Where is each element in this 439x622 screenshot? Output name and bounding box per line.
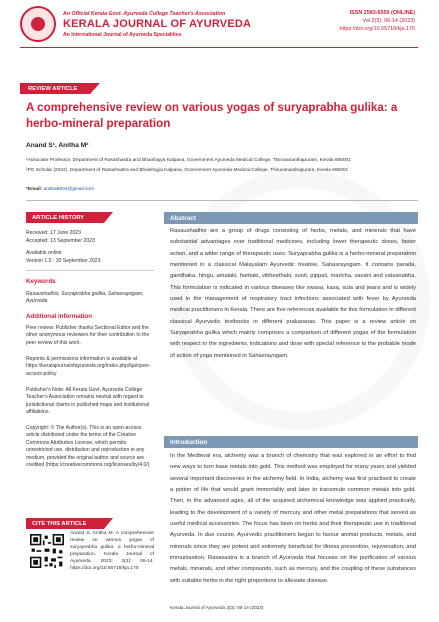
header-divider — [20, 47, 418, 48]
corresponding-email — [26, 187, 94, 192]
qr-code[interactable] — [30, 534, 64, 568]
cite-heading: CITE THIS ARTICLE — [26, 518, 104, 529]
additional-info-heading: Additional information — [26, 313, 92, 320]
introduction-heading: Introduction — [170, 438, 208, 446]
reprints-note: Reprints & permissions information is available at https://keralajournalofayurveda.org/index.php/kja/open-access-policy — [26, 356, 151, 377]
publisher-note: Publisher's Note: All Kerala Govt. Ayurveda College Teacher's Association remains neutral with regard to jurisdictional claims in published maps and institutional affiliations. — [26, 387, 150, 416]
peer-review-note: Peer review: Publisher thanks Sectional Editor and the other anonymous reviewers for their contribution to the peer review of this work. — [26, 325, 150, 346]
article-title: A comprehensive review on various yogas of suryaprabha gulika: a herbo-mineral preparation — [26, 101, 398, 130]
accepted-date: Accepted: 13 September 2023 — [26, 238, 95, 244]
keywords-heading: Keywords — [26, 278, 56, 285]
keywords-text: Rasaushadhis, Suryaprabha gulika, Sahasrayogam, Ayurveda — [26, 291, 144, 305]
copyright-note: Copyright: © The Author(s). This is an open-access article distributed under the terms of the Creative Commons Attribution License, which permits unrestricted use, distribution and reproduction in any medium, provided the original author and source are credited (https://creativecommons.org/licenses/by/4.0/) — [26, 425, 150, 469]
abstract-heading-bar — [164, 212, 418, 224]
introduction-text: In the Medieval era, alchemy was a branch of chemistry that was explored in an effort to find new ways to turn base metals into gold. This method was employed for many years and yielded several important discoveries in the alchemy field. In India, alchemy was first practised to create a potion of life that would grant immortality and later to transmute common metals into gold. Then, in the advanced ages, all of the acquired alchemical knowledge was applied practically, leading to the development of a variety of mercury and other metal preparations that served as useful medical accessories. The focus has been on herbs and their therapeutic use in traditional Ayurveda. In due course, Ayurvedic practitioners began to favour animal products, metals, and minerals since they are potent and extremely beneficial for illness prevention, rejuvenation, and immunisation. Rasasastra is a branch of Ayurveda that focuses on the purification of various metals, minerals, and other compounds, such as mercury, and the coupling of these substances with suitable herbs in the right proportions to alleviate disease. — [170, 453, 416, 584]
author-list: Anand S¹, Anitha M² — [26, 142, 89, 149]
available-online: Available online — [26, 250, 62, 256]
email-link[interactable]: anitha9504@gmail.com — [43, 187, 95, 192]
version-date: Version 1.0 : 30 September 2023 — [26, 258, 101, 264]
volume-issue: Vol 2(3): 06-14 (2023) — [362, 18, 415, 24]
email-label: *Email: — [26, 187, 44, 192]
abstract-heading: Abstract — [170, 214, 196, 222]
journal-subtitle: An International Journal of Ayurveda Specialities — [63, 32, 182, 38]
abstract-text: Rasaushadhis are a group of drugs consisting of herbs, metals, and minerals that have substantial advantages over traditional medicines, including lower therapeutic doses, faster action, and a wider range of therapeutic uses. Suryaprabha gulika is a herbo-mineral preparation mentioned in a classical Malayalam Ayurvedic treatise, Sahasrayogam. It contains parada, gandhaka, hingu, amalaki, haritaki, vibheethaki, sunti, pippali, maricha, vavani and vatsanabha. This formulation is indicated in various diseases like swasa, kasa, sula and jwara and is widely used in the management of respiratory tract infections associated with fever by Ayurveda medical practitioners in Kerala. There are five references available for this formulation in different classical Ayurvedic textbooks in different prakaranas. This paper is a review article on Suryaprabha gulika which mainly comprises a comparison of different yogas of the formulation with respect to the ingredients, indications and dose with special reference to the probable mode of action of yoga mentioned in Sahasrayogam. — [170, 228, 416, 359]
affiliation-2: ²PG Scholar (2022), Department of Rasashastra and Bhaishajya Kalpana, Government Ayurveda Medical College, Thiruvananthapuram, Kerala 695001 — [26, 168, 349, 173]
article-type-badge: REVIEW ARTICLE — [20, 83, 90, 94]
divider — [26, 270, 154, 271]
article-history-heading: ARTICLE HISTORY — [26, 212, 104, 223]
page-footer: Kerala Journal of Ayurveda 2(3): 06-14 (2023) — [170, 605, 264, 610]
affiliation-1: ¹Associate Professor, Department of Rasashastra and Bhaishajya Kalpana, Government Ayurveda Medical College, Thiruvananthapuram, Kerala 695001 — [26, 158, 351, 163]
received-date: Received: 17 June 2023 — [26, 230, 81, 236]
doi-link[interactable]: https://doi.org/10.55718/kja.170 — [339, 26, 415, 32]
citation-text: Anand S, Anitha M. A comprehensive review on various yogas of suryaprabha gulika: a herbo-mineral preparation. Kerala Journal of Ayurveda. 2023; 2(3): 06-14. https://doi.org/10.55718/kja.170 — [70, 531, 154, 572]
journal-logo — [20, 6, 56, 42]
association-line: An Official Kerala Govt. Ayurveda College Teacher's Association — [63, 11, 226, 17]
journal-name: KERALA JOURNAL OF AYURVEDA — [63, 18, 252, 30]
issn: ISSN 2583-6555 (ONLINE) — [349, 10, 415, 16]
author-divider — [26, 200, 418, 201]
introduction-heading-bar — [164, 436, 418, 448]
